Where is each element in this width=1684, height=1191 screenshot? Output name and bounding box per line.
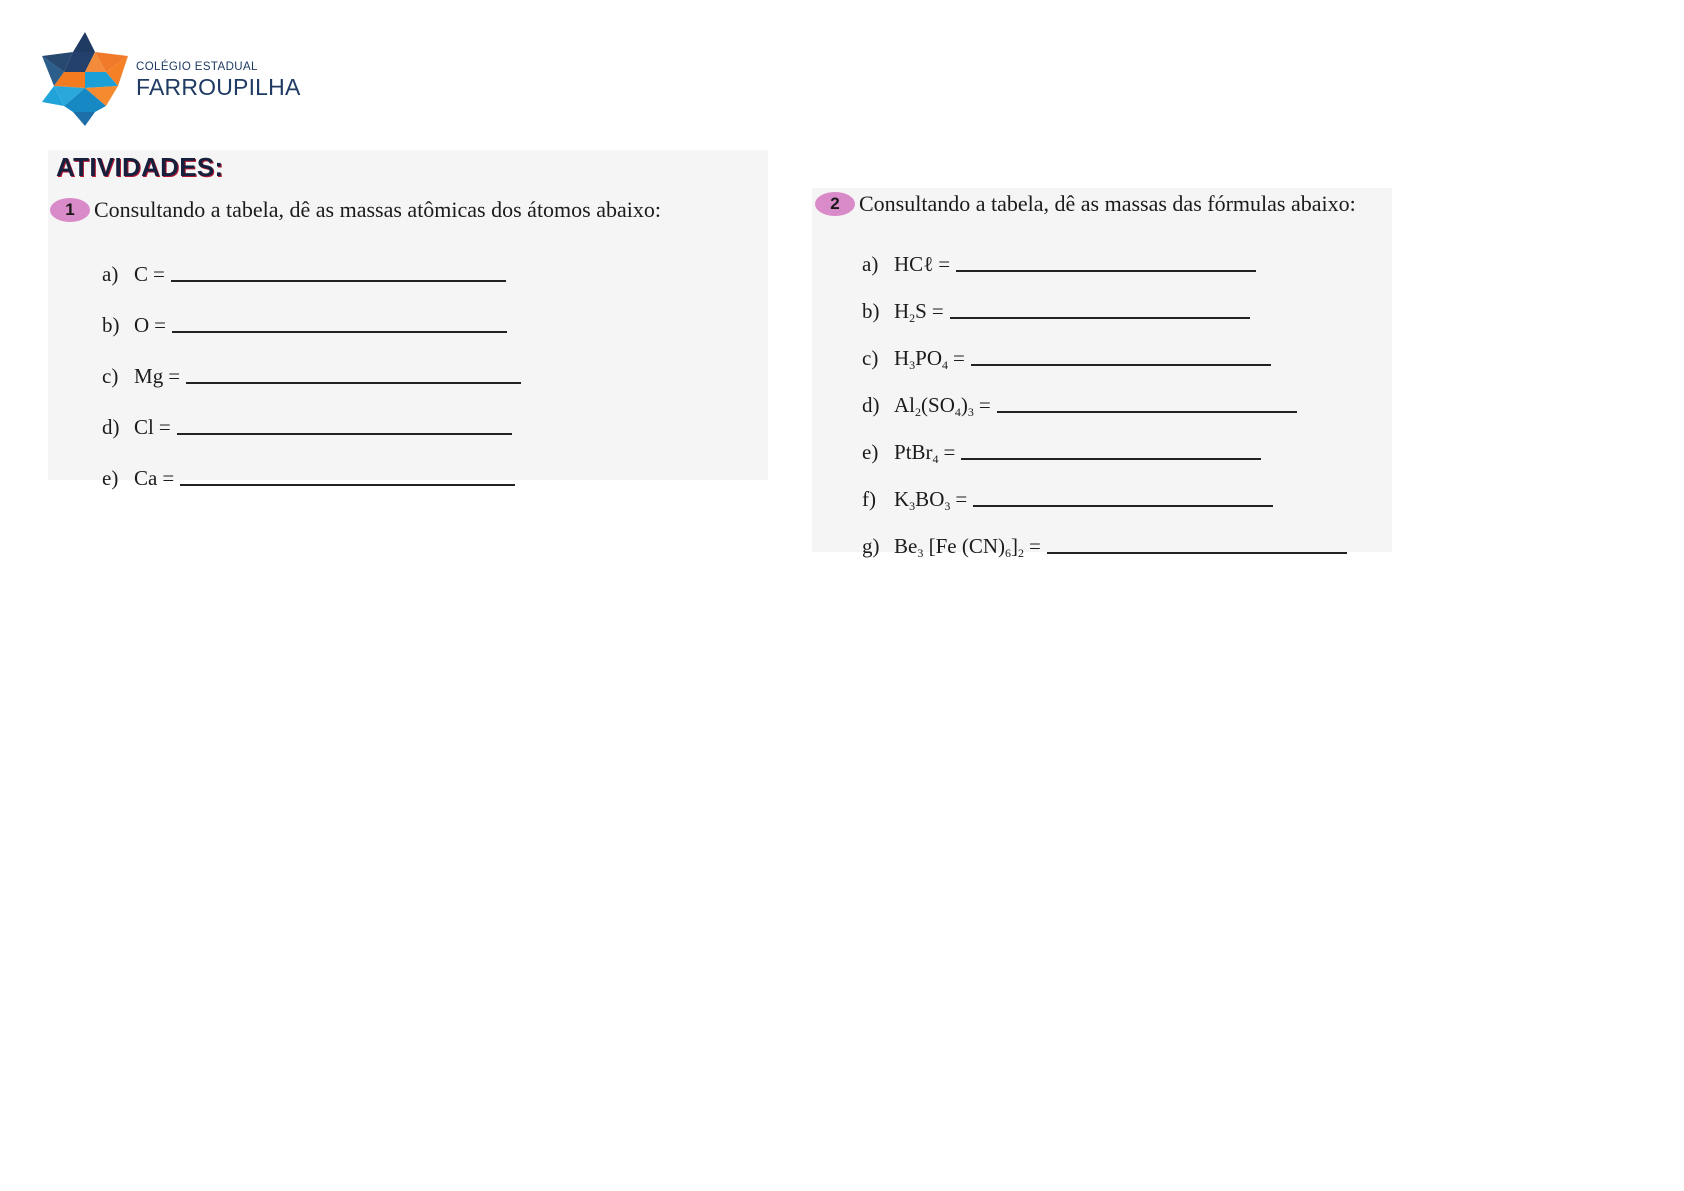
answer-blank[interactable] [1047,548,1347,554]
equals-sign: = [1029,534,1041,558]
equals-sign: = [953,346,965,370]
answer-blank[interactable] [177,429,512,435]
equals-sign: = [978,393,991,417]
chemical-formula: $Be_3$ [Fe $(CN)_6]_2$ [894,534,1025,560]
answer-blank[interactable] [956,266,1256,272]
atom-symbol: Ca [134,466,158,490]
chemical-formula: $H_3PO_4$ [894,346,949,372]
equals-sign: = [955,487,968,511]
question-number-badge: 1 [50,198,90,222]
answer-item [102,338,521,389]
question-1-items [102,236,521,491]
question-number-badge: 2 [815,192,855,216]
item-letter: e) [102,466,119,490]
answer-blank[interactable] [172,327,507,333]
chemical-formula: PtBr$_4$ [894,440,939,466]
equals-sign: = [168,364,181,388]
activities-heading: ATIVIDADES: [56,152,224,182]
chemical-formula: $K_3BO_3$ [894,487,951,513]
answer-blank[interactable] [971,360,1271,366]
answer-blank[interactable] [950,313,1250,319]
item-letter: b) [102,313,120,337]
item-letter: c) [102,364,119,388]
logo-subtitle: COLÉGIO ESTADUAL [136,61,258,73]
school-logo [42,32,302,128]
item-letter: b) [862,299,880,323]
equals-sign: = [154,313,167,337]
item-letter: a) [862,252,879,276]
answer-item [102,236,521,287]
question-2-items [862,230,1347,559]
answer-item [862,324,1347,371]
answer-blank[interactable] [997,407,1297,413]
star-logo-icon [42,32,128,126]
answer-item [862,230,1347,277]
question-1-text: Consultando a tabela, dê as massas atômicas dos átomos abaixo: [94,197,661,222]
answer-blank[interactable] [171,276,506,282]
equals-sign: = [158,415,171,439]
answer-item [862,277,1347,324]
logo-title: FARROUPILHA [136,74,301,100]
atom-symbol: Cl [134,415,154,439]
question-1-header [50,197,661,223]
equals-sign: = [931,299,944,323]
equals-sign: = [938,252,951,276]
answer-item [102,389,521,440]
answer-item [862,465,1347,512]
answer-item [102,287,521,338]
item-letter: e) [862,440,879,464]
equals-sign: = [943,440,956,464]
atom-symbol: O [134,313,150,337]
answer-blank[interactable] [186,378,521,384]
atom-symbol: Mg [134,364,164,388]
item-letter: d) [102,415,120,439]
answer-item [862,418,1347,465]
question-2-header [815,191,1356,217]
answer-blank[interactable] [180,480,515,486]
item-letter: g) [862,534,880,558]
item-letter: d) [862,393,880,417]
atom-symbol: C [134,262,149,286]
answer-blank[interactable] [973,501,1273,507]
item-letter: a) [102,262,119,286]
answer-item [862,512,1347,559]
item-letter: c) [862,346,879,370]
equals-sign: = [153,262,165,286]
answer-item [102,440,521,491]
item-letter: f) [862,487,876,511]
equals-sign: = [162,466,175,490]
chemical-formula: $H_2S$ [894,299,927,325]
answer-item [862,371,1347,418]
chemical-formula: HCℓ [894,252,934,276]
answer-blank[interactable] [961,454,1261,460]
chemical-formula: $Al_2(SO_4)_3$ [894,393,974,419]
question-2-text: Consultando a tabela, dê as massas das fórmulas abaixo: [859,191,1356,216]
